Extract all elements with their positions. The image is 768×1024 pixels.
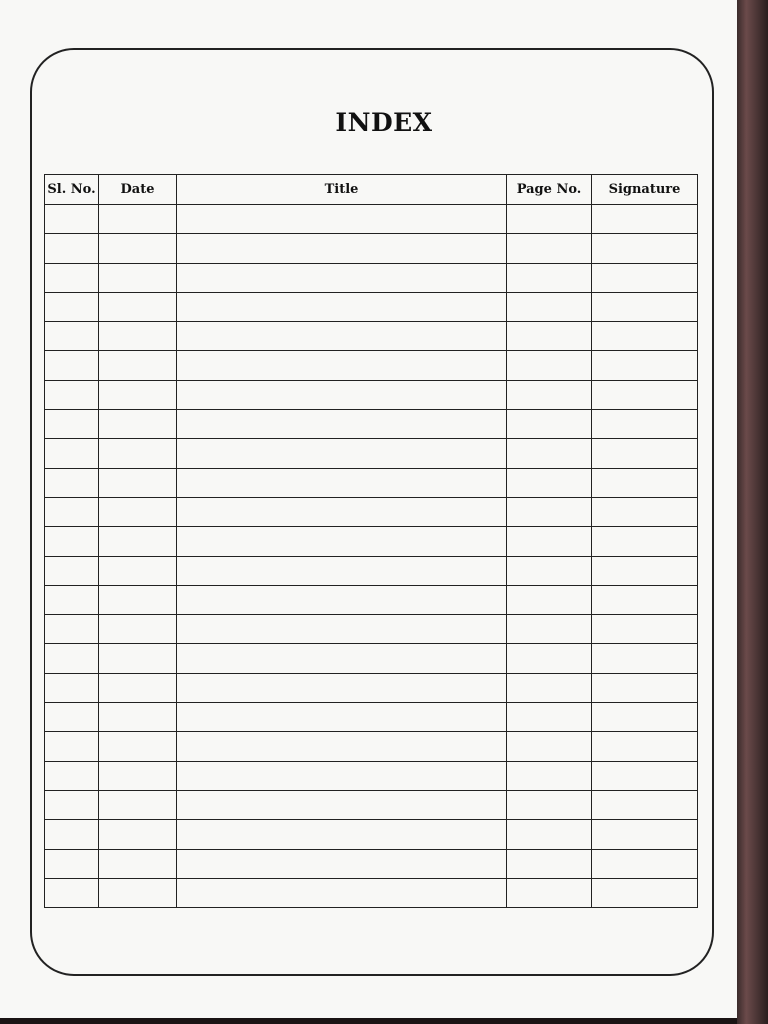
sl-no-cell [45,351,99,380]
column-header-sl-no: Sl. No. [45,175,99,205]
signature-cell [592,263,698,292]
sl-no-cell [45,849,99,878]
signature-cell [592,849,698,878]
table-row [45,820,698,849]
table-row [45,468,698,497]
table-row [45,790,698,819]
title-cell [177,849,507,878]
page-no-cell [507,790,592,819]
date-cell [99,878,177,907]
date-cell [99,322,177,351]
date-cell [99,556,177,585]
table-row [45,732,698,761]
signature-cell [592,351,698,380]
title-cell [177,468,507,497]
sl-no-cell [45,644,99,673]
signature-cell [592,673,698,702]
table-row [45,410,698,439]
signature-cell [592,644,698,673]
sl-no-cell [45,585,99,614]
sl-no-cell [45,292,99,321]
column-header-date: Date [99,175,177,205]
title-cell [177,761,507,790]
table-row [45,673,698,702]
table-row [45,497,698,526]
date-cell [99,292,177,321]
page-no-cell [507,703,592,732]
date-cell [99,585,177,614]
table-row [45,527,698,556]
title-cell [177,703,507,732]
column-header-page-no: Page No. [507,175,592,205]
signature-cell [592,527,698,556]
date-cell [99,234,177,263]
title-cell [177,878,507,907]
sl-no-cell [45,615,99,644]
table-row [45,585,698,614]
sl-no-cell [45,732,99,761]
page-no-cell [507,878,592,907]
signature-cell [592,234,698,263]
page-no-cell [507,205,592,234]
table-row [45,761,698,790]
title-cell [177,527,507,556]
page-no-cell [507,673,592,702]
sl-no-cell [45,205,99,234]
signature-cell [592,410,698,439]
date-cell [99,410,177,439]
page-no-cell [507,351,592,380]
page-no-cell [507,527,592,556]
title-cell [177,205,507,234]
table-row [45,292,698,321]
table-row [45,205,698,234]
table-row [45,322,698,351]
signature-cell [592,497,698,526]
signature-cell [592,790,698,819]
page-no-cell [507,820,592,849]
title-cell [177,322,507,351]
table-body [45,205,698,908]
page-no-cell [507,410,592,439]
title-cell [177,615,507,644]
title-cell [177,439,507,468]
title-cell [177,380,507,409]
title-cell [177,790,507,819]
signature-cell [592,615,698,644]
signature-cell [592,439,698,468]
page-no-cell [507,732,592,761]
sl-no-cell [45,703,99,732]
page-no-cell [507,263,592,292]
title-cell [177,585,507,614]
signature-cell [592,322,698,351]
signature-cell [592,556,698,585]
title-cell [177,644,507,673]
page-no-cell [507,849,592,878]
title-cell [177,351,507,380]
date-cell [99,263,177,292]
signature-cell [592,820,698,849]
page-no-cell [507,322,592,351]
title-cell [177,497,507,526]
title-cell [177,410,507,439]
page-no-cell [507,292,592,321]
column-header-signature: Signature [592,175,698,205]
date-cell [99,615,177,644]
sl-no-cell [45,761,99,790]
table-header-row [45,175,698,205]
signature-cell [592,380,698,409]
sl-no-cell [45,527,99,556]
page-no-cell [507,380,592,409]
sl-no-cell [45,439,99,468]
sl-no-cell [45,497,99,526]
title-cell [177,732,507,761]
date-cell [99,732,177,761]
page-no-cell [507,644,592,673]
sl-no-cell [45,556,99,585]
table-row [45,615,698,644]
table-row [45,351,698,380]
column-header-title: Title [177,175,507,205]
sl-no-cell [45,410,99,439]
date-cell [99,673,177,702]
table-row [45,234,698,263]
table-row [45,263,698,292]
table-row [45,849,698,878]
date-cell [99,527,177,556]
date-cell [99,820,177,849]
date-cell [99,380,177,409]
table-row [45,556,698,585]
date-cell [99,849,177,878]
title-cell [177,234,507,263]
table-row [45,439,698,468]
signature-cell [592,585,698,614]
page-no-cell [507,761,592,790]
sl-no-cell [45,263,99,292]
signature-cell [592,468,698,497]
sl-no-cell [45,468,99,497]
date-cell [99,790,177,819]
date-cell [99,205,177,234]
page-no-cell [507,497,592,526]
title-cell [177,263,507,292]
title-cell [177,556,507,585]
signature-cell [592,732,698,761]
title-cell [177,292,507,321]
index-table [44,174,698,908]
table-row [45,878,698,907]
sl-no-cell [45,820,99,849]
title-cell [177,673,507,702]
page-no-cell [507,234,592,263]
signature-cell [592,205,698,234]
table-row [45,380,698,409]
sl-no-cell [45,322,99,351]
page-no-cell [507,556,592,585]
sl-no-cell [45,380,99,409]
page-no-cell [507,585,592,614]
sl-no-cell [45,878,99,907]
date-cell [99,761,177,790]
date-cell [99,468,177,497]
signature-cell [592,878,698,907]
page-no-cell [507,615,592,644]
page-no-cell [507,468,592,497]
sl-no-cell [45,673,99,702]
page-title: INDEX [335,108,433,137]
table-row [45,644,698,673]
signature-cell [592,761,698,790]
sl-no-cell [45,790,99,819]
date-cell [99,439,177,468]
title-cell [177,820,507,849]
signature-cell [592,292,698,321]
table-row [45,703,698,732]
signature-cell [592,703,698,732]
page-no-cell [507,439,592,468]
date-cell [99,703,177,732]
sl-no-cell [45,234,99,263]
date-cell [99,351,177,380]
date-cell [99,497,177,526]
date-cell [99,644,177,673]
